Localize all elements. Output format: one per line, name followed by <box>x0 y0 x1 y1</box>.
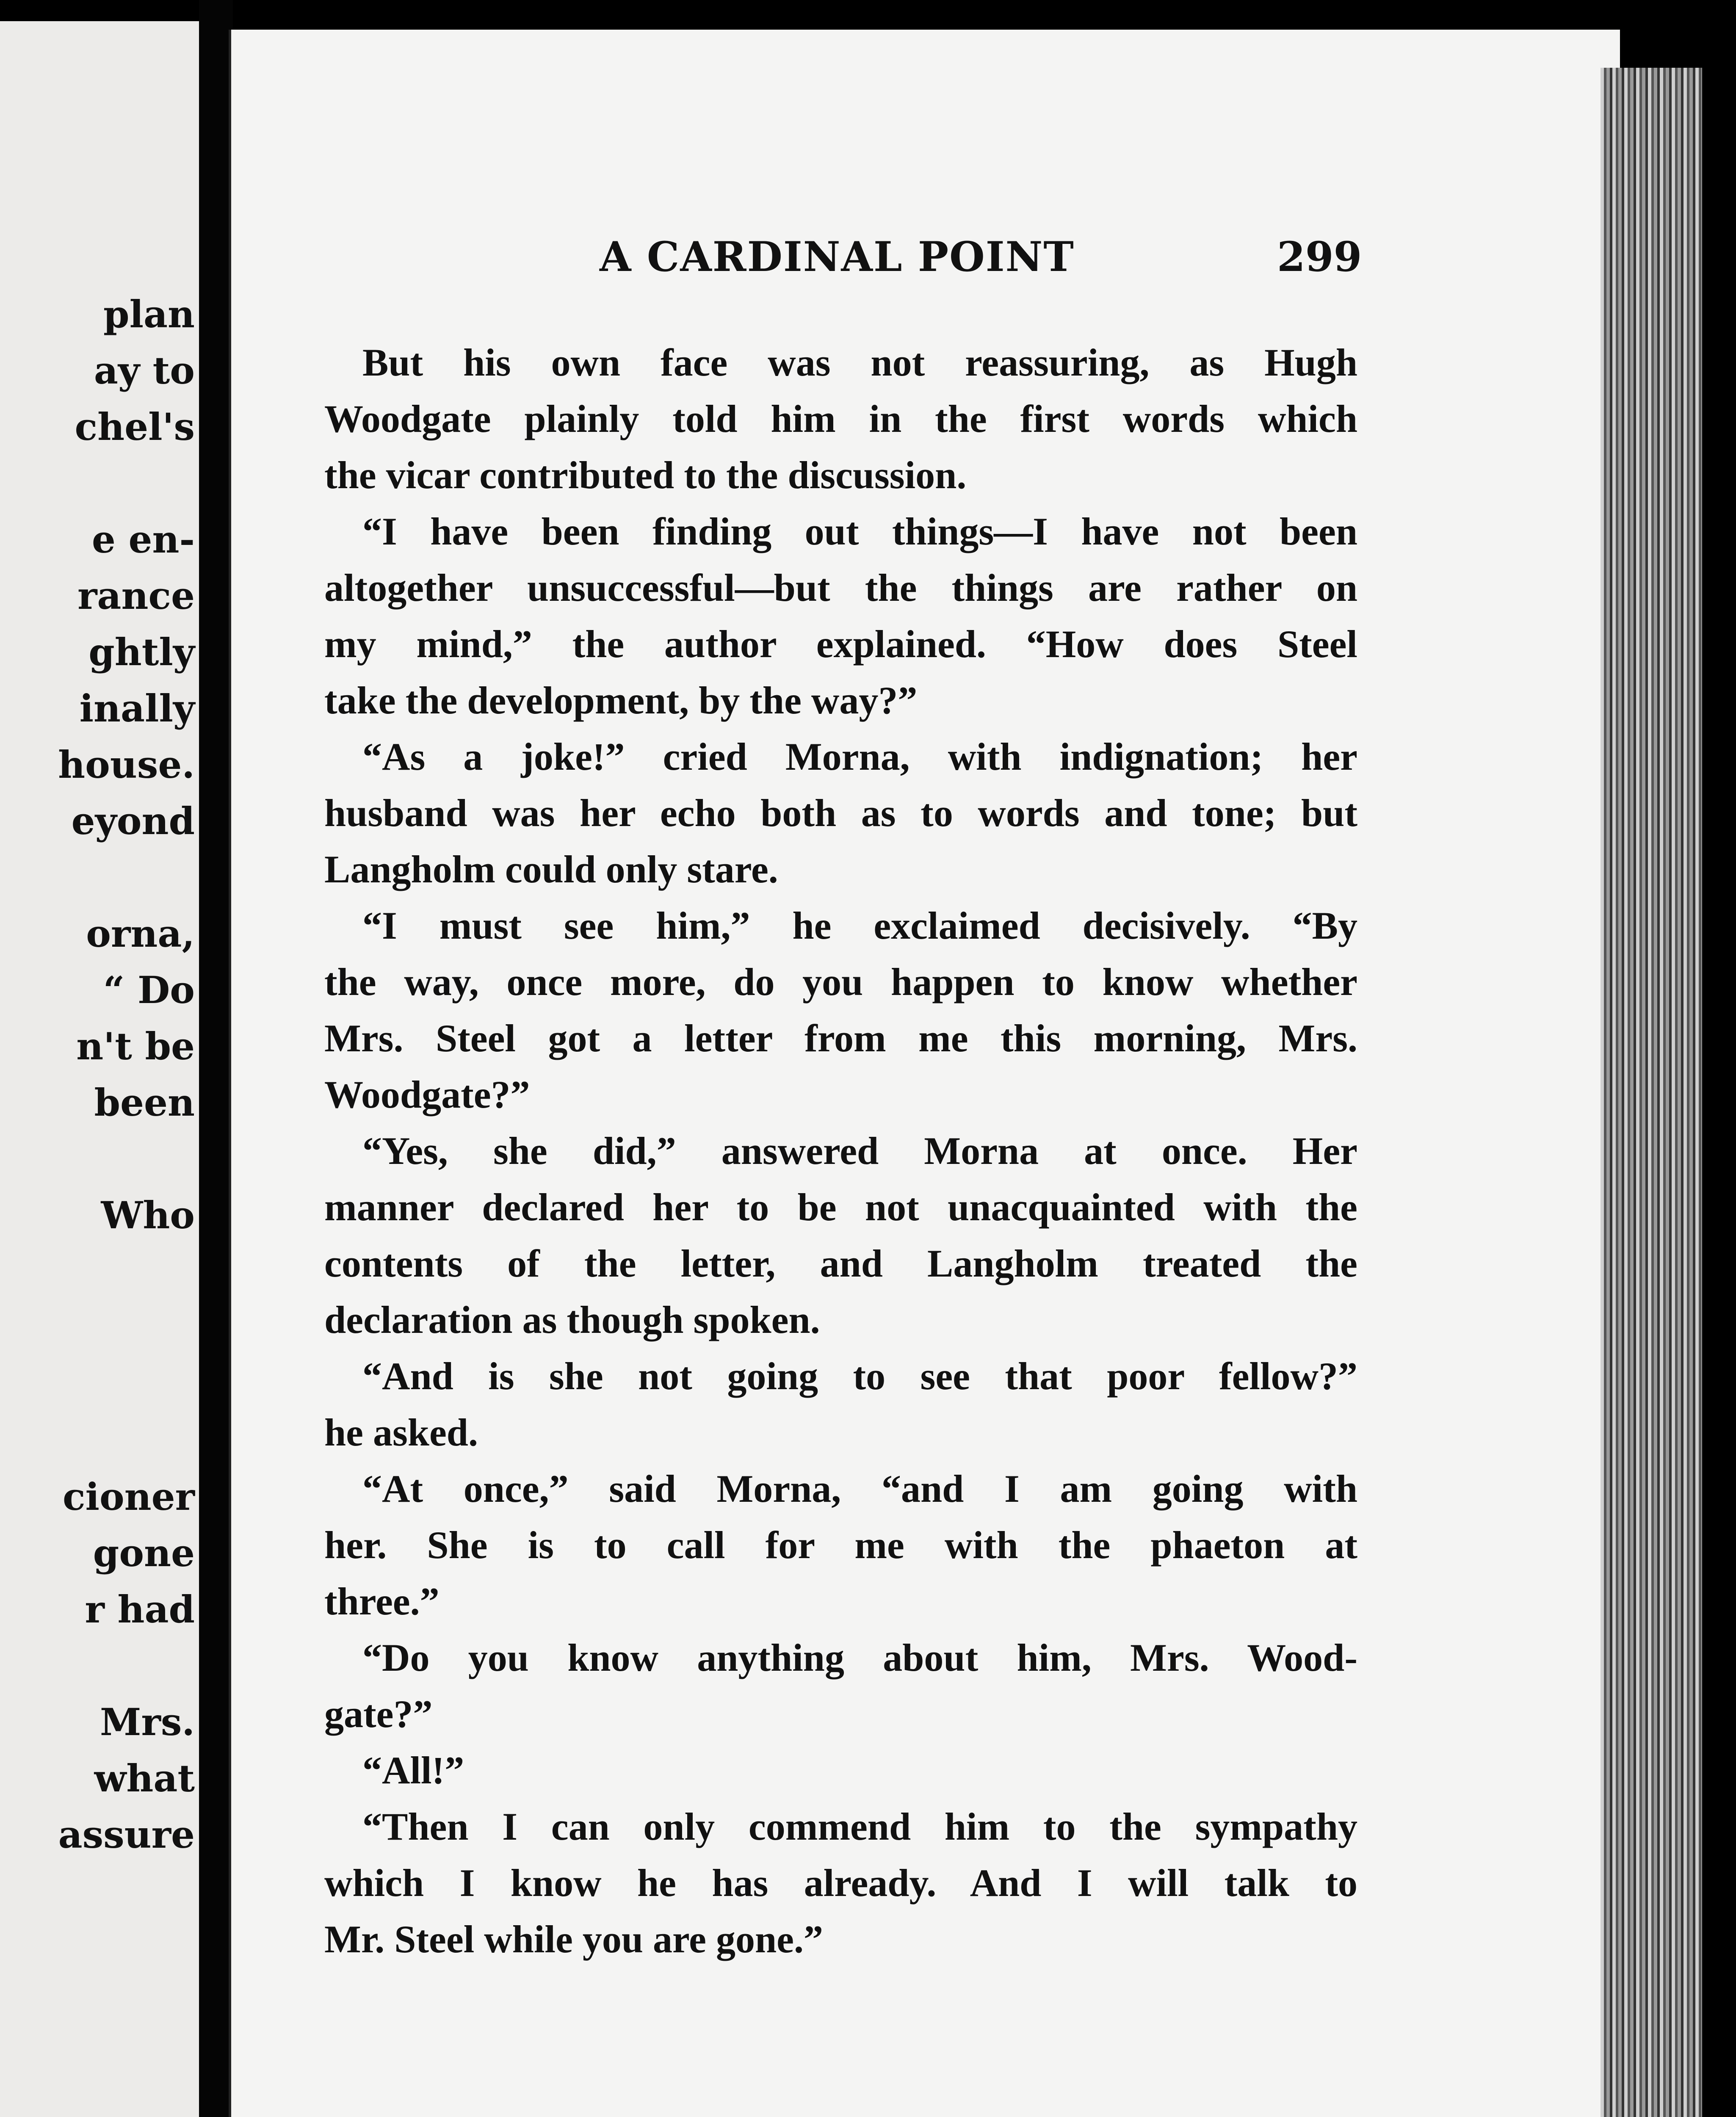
book-gutter <box>199 0 233 2117</box>
text-line: Mrs. Steel got a letter from me this morning, Mrs. <box>324 1017 1357 1060</box>
text-line: Mr. Steel while you are gone.” <box>324 1918 823 1961</box>
body-text <box>324 334 1357 1968</box>
text-line: her. She is to call for me with the phaeton at <box>324 1523 1357 1567</box>
left-page-fragment: Who <box>101 1193 195 1237</box>
left-page-fragment: assure <box>58 1813 195 1857</box>
left-facing-page <box>0 21 199 2117</box>
left-page-fragment: “ Do <box>103 968 195 1012</box>
text-line: gate?” <box>324 1692 433 1736</box>
left-page-fragment: Mrs. <box>100 1700 195 1744</box>
left-page-fragment: inally <box>79 686 195 730</box>
left-page-fragment: eyond <box>71 799 195 843</box>
text-line: Langholm could only stare. <box>324 848 778 891</box>
text-line: declaration as though spoken. <box>324 1298 820 1341</box>
text-line: Woodgate plainly told him in the first words which <box>324 397 1357 440</box>
left-page-fragment: been <box>94 1081 195 1125</box>
page-number: 299 <box>1277 233 1362 281</box>
left-page-fragment: house. <box>58 743 195 787</box>
running-head <box>231 233 1620 284</box>
text-line: contents of the letter, and Langholm treated the <box>324 1242 1357 1285</box>
right-page <box>229 30 1620 2117</box>
left-page-fragment: chel's <box>75 405 195 449</box>
left-page-fragment: cioner <box>62 1475 195 1519</box>
left-page-fragment: gone <box>93 1531 195 1575</box>
page-edges <box>1601 68 1702 2117</box>
left-page-fragment: orna, <box>86 912 195 956</box>
text-line: husband was her echo both as to words and tone; but <box>324 791 1357 835</box>
text-line: “I have been finding out things—I have not been <box>362 510 1357 553</box>
text-line: take the development, by the way?” <box>324 679 918 722</box>
left-page-fragment: plan <box>103 292 195 336</box>
text-line: Woodgate?” <box>324 1073 530 1116</box>
text-line: altogether unsuccessful—but the things are rather on <box>324 566 1357 609</box>
left-page-fragment: e en- <box>91 517 195 561</box>
left-page-fragment: n't be <box>76 1024 195 1068</box>
text-line: three.” <box>324 1580 440 1623</box>
text-line: the way, once more, do you happen to know whether <box>324 960 1357 1003</box>
text-line: manner declared her to be not unacquainted with the <box>324 1186 1357 1229</box>
text-line: “All!” <box>362 1749 464 1792</box>
text-line: “At once,” said Morna, “and I am going with <box>362 1467 1357 1510</box>
text-line: which I know he has already. And I will talk to <box>324 1861 1357 1904</box>
text-line: he asked. <box>324 1411 478 1454</box>
text-line: my mind,” the author explained. “How does Steel <box>324 622 1357 666</box>
left-page-fragment: rance <box>77 574 195 618</box>
text-line: the vicar contributed to the discussion. <box>324 453 967 497</box>
text-line: “Do you know anything about him, Mrs. Wood- <box>362 1636 1357 1679</box>
text-line: “And is she not going to see that poor fellow?” <box>362 1354 1357 1398</box>
text-line: “Yes, she did,” answered Morna at once. Her <box>362 1129 1357 1172</box>
running-title: A CARDINAL POINT <box>600 233 1075 281</box>
text-line: “Then I can only commend him to the sympathy <box>362 1805 1357 1848</box>
left-page-fragment: ay to <box>94 348 195 392</box>
left-page-fragment: r had <box>85 1587 195 1631</box>
text-line: But his own face was not reassuring, as Hugh <box>362 341 1357 384</box>
left-page-fragment: ghtly <box>88 630 195 674</box>
left-page-fragment: what <box>94 1756 195 1800</box>
text-line: “I must see him,” he exclaimed decisively. “By <box>362 904 1357 947</box>
text-line: “As a joke!” cried Morna, with indignation; her <box>362 735 1357 778</box>
